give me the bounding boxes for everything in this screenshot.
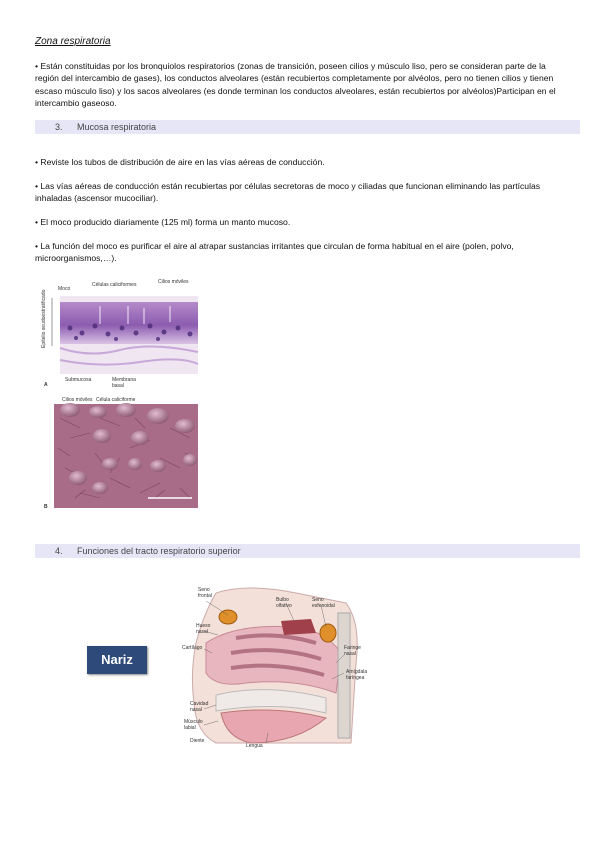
label-hueso-nasal: Hueso nasal bbox=[196, 623, 211, 635]
label-diente: Diente bbox=[190, 738, 205, 744]
label-faringe-nasal: Faringe nasal bbox=[344, 645, 361, 657]
section-number: 3. bbox=[55, 122, 63, 132]
label-letter-a: A bbox=[44, 382, 48, 388]
bullet-item: • Las vías aéreas de conducción están recubiertas por células secretoras de moco y ciliadas que funcionan eliminando las partículas inhaladas (ascensor mucociliar). bbox=[35, 181, 541, 204]
label-lengua: Lengua bbox=[246, 743, 263, 749]
bullet-item: • El moco producido diariamente (125 ml) forma un manto mucoso. bbox=[35, 217, 291, 227]
section-title: Zona respiratoria bbox=[35, 36, 111, 47]
nariz-button[interactable]: Nariz bbox=[87, 646, 147, 674]
label-amigdala: Amígdala faríngea bbox=[346, 669, 368, 681]
intro-paragraph: • Están constituidas por los bronquiolos respiratorios (zonas de transición, poseen cilios y músculo liso, pero se consideran parte de la región del intercambio de gases), los conductos alveolares (están recubiertos completamente por alvéolos, pero no tienen cilios y tienen escaso músculo liso) y los sacos alveolares (es donde terminan los conductos alveolares, están recubiertos por alvéolos)Participan en el intercambio gaseoso. bbox=[35, 61, 556, 108]
section-heading-4 bbox=[35, 544, 580, 558]
label-submucosa: Submucosa bbox=[65, 377, 92, 383]
label-seno-frontal: Seno frontal bbox=[198, 587, 212, 599]
label-cilios: Cilios móviles bbox=[158, 279, 189, 285]
micrograph-figure-b bbox=[40, 398, 202, 512]
label-bulbo: Bulbo olfativo bbox=[276, 597, 292, 609]
label-membrana: Membrana basal bbox=[112, 377, 136, 389]
section-number: 4. bbox=[55, 546, 63, 556]
histology-image bbox=[40, 278, 202, 390]
section-heading-3 bbox=[35, 120, 580, 134]
histology-figure-a bbox=[40, 278, 202, 390]
bullet-item: • La función del moco es purificar el aire al atrapar sustancias irritantes que circulan de forma habitual en el aire (polen, polvo, microorganismos,…). bbox=[35, 241, 514, 264]
label-cilios-b: Cilios móviles bbox=[62, 397, 93, 403]
label-seno-esfenoidal: Seno esfenoidal bbox=[312, 597, 335, 609]
section-label: Mucosa respiratoria bbox=[77, 122, 157, 132]
bullet-item: • Reviste los tubos de distribución de aire en las vías aéreas de conducción. bbox=[35, 157, 325, 167]
label-epitelio: Epitelio seudoestratificado bbox=[41, 289, 47, 348]
label-cavidad-nasal: Cavidad nasal bbox=[190, 701, 209, 713]
label-musculo-labial: Músculo labial bbox=[184, 719, 203, 731]
label-celulas: Células caliciformes bbox=[92, 282, 137, 288]
nasal-cavity-figure bbox=[176, 583, 376, 753]
label-moco: Moco bbox=[58, 286, 71, 292]
label-cartilago: Cartílago bbox=[182, 645, 203, 651]
micrograph-image bbox=[40, 398, 202, 512]
label-celula-b: Célula caliciforme bbox=[96, 397, 136, 403]
label-letter-b: B bbox=[44, 504, 48, 510]
section-label: Funciones del tracto respiratorio superior bbox=[77, 546, 241, 556]
